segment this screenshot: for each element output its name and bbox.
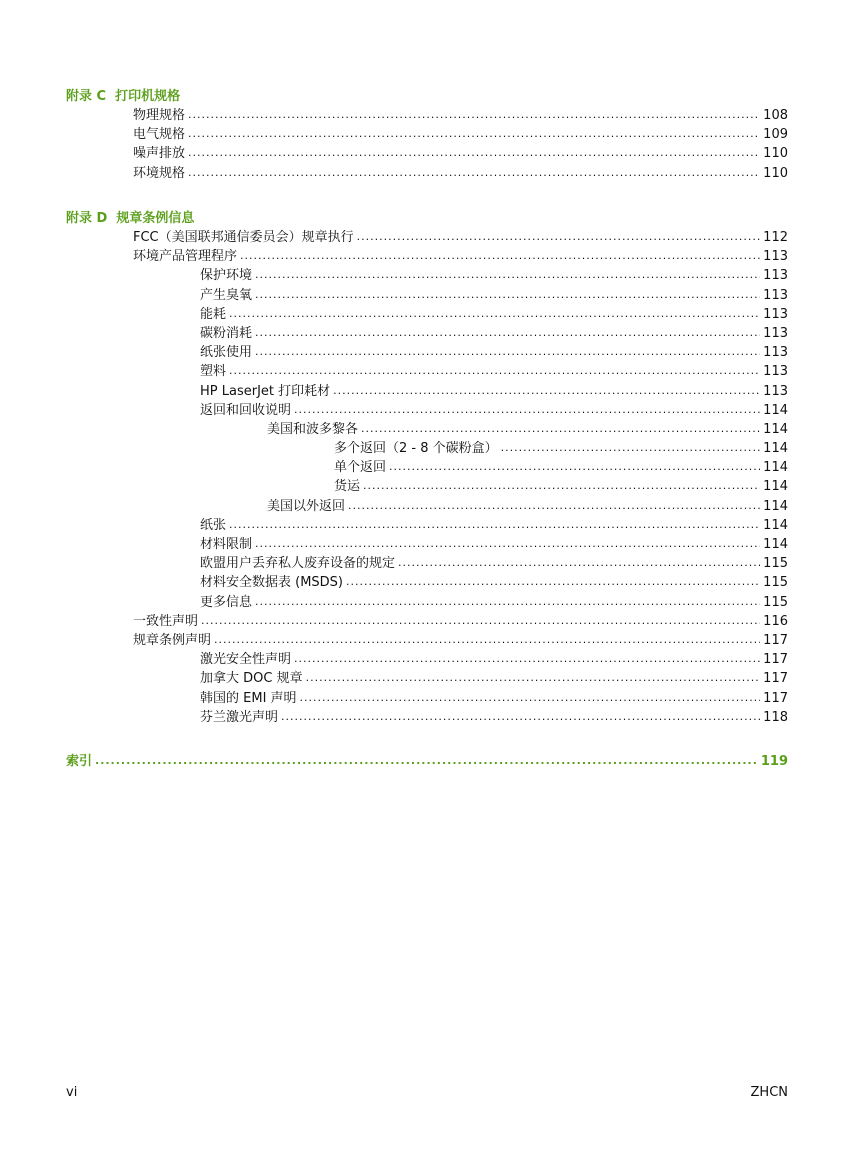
section-appendix-d xyxy=(66,209,788,727)
section-appendix-c xyxy=(66,87,788,183)
toc-entry-title: 韩国的 EMI 声明 xyxy=(200,690,297,706)
toc-entry-page: 109 xyxy=(763,127,788,143)
section-title: 打印机规格 xyxy=(115,89,181,104)
toc-entry-title: 多个返回（2 - 8 个碳粉盒） xyxy=(334,441,498,457)
toc-entry-page: 114 xyxy=(763,441,788,457)
toc-entry-page: 113 xyxy=(763,287,788,303)
toc-entry[interactable] xyxy=(66,497,788,516)
toc-entry-page: 113 xyxy=(763,249,788,265)
toc-entry-page: 110 xyxy=(763,146,788,162)
toc-entry-page: 114 xyxy=(763,517,788,533)
dot-leader xyxy=(348,497,760,515)
toc-entry[interactable] xyxy=(66,343,788,362)
dot-leader xyxy=(255,324,760,342)
toc-entry-page: 113 xyxy=(763,383,788,399)
toc-entry-title: 一致性声明 xyxy=(133,613,199,629)
dot-leader xyxy=(255,286,760,304)
toc-entry[interactable] xyxy=(66,554,788,573)
toc-entry-page: 117 xyxy=(763,690,788,706)
section-heading[interactable] xyxy=(66,209,788,228)
dot-leader xyxy=(255,343,760,361)
toc-entry[interactable] xyxy=(66,573,788,592)
toc-entry[interactable] xyxy=(66,669,788,688)
toc-entry-title: 货运 xyxy=(334,479,361,495)
toc-entry[interactable] xyxy=(66,612,788,631)
toc-entry-title: 返回和回收说明 xyxy=(200,402,292,418)
toc-entry[interactable] xyxy=(66,439,788,458)
dot-leader xyxy=(188,164,760,182)
toc-entry-page: 112 xyxy=(763,230,788,245)
toc-entry[interactable] xyxy=(66,631,788,650)
toc-entry-title: 产生臭氧 xyxy=(200,287,253,303)
toc-entry-page: 115 xyxy=(763,556,788,572)
dot-leader xyxy=(300,689,761,707)
toc-entry-title: 更多信息 xyxy=(200,594,253,610)
toc-entry[interactable] xyxy=(66,106,788,125)
toc-entry-title: 加拿大 DOC 规章 xyxy=(200,671,303,687)
toc-entry-page: 113 xyxy=(763,364,788,380)
toc-entry-title: 碳粉消耗 xyxy=(200,325,253,341)
toc-entry[interactable] xyxy=(66,382,788,401)
toc-entry[interactable] xyxy=(66,324,788,343)
index-title: 索引 xyxy=(66,754,93,769)
dot-leader xyxy=(255,593,760,611)
toc-entry-page: 114 xyxy=(763,498,788,514)
footer-page-number: vi xyxy=(66,1085,78,1100)
dot-leader xyxy=(214,631,760,649)
toc-entry-title: 芬兰激光声明 xyxy=(200,709,279,725)
toc-entry-title: 环境产品管理程序 xyxy=(133,249,238,265)
dot-leader xyxy=(361,420,760,438)
dot-leader xyxy=(229,305,760,323)
section-number: 附录 D xyxy=(66,211,108,226)
dot-leader xyxy=(188,144,760,162)
toc-entry-page: 108 xyxy=(763,108,788,123)
toc-entry-page: 118 xyxy=(763,709,788,725)
toc-entry-title: 材料安全数据表 (MSDS) xyxy=(200,575,344,591)
dot-leader xyxy=(501,439,761,457)
dot-leader xyxy=(357,228,761,246)
toc-entry[interactable] xyxy=(66,247,788,266)
toc-entry-page: 113 xyxy=(763,325,788,341)
toc-entry-page: 114 xyxy=(763,479,788,495)
toc-entry-page: 117 xyxy=(763,632,788,648)
toc-entry-title: 规章条例声明 xyxy=(133,632,212,648)
toc-entry-title: 噪声排放 xyxy=(133,146,186,162)
toc-entry-title: 电气规格 xyxy=(133,127,186,143)
toc-entry-title: 纸张 xyxy=(200,517,227,533)
toc-entry-title: 材料限制 xyxy=(200,537,253,552)
toc-entry[interactable] xyxy=(66,125,788,144)
toc-entry-title: 纸张使用 xyxy=(200,345,253,361)
dot-leader xyxy=(229,362,760,380)
toc-entry-title: 塑料 xyxy=(200,364,227,380)
toc-entry-title: 欧盟用户丢弃私人废弃设备的规定 xyxy=(200,556,396,572)
dot-leader xyxy=(294,650,760,668)
toc-entry[interactable] xyxy=(66,593,788,612)
toc-entry[interactable] xyxy=(66,305,788,324)
toc-entry-page: 114 xyxy=(763,402,788,418)
toc-entry[interactable] xyxy=(66,362,788,381)
dot-leader xyxy=(255,535,760,553)
dot-leader xyxy=(188,106,760,124)
toc-entry-page: 113 xyxy=(763,306,788,322)
section-number: 附录 C xyxy=(66,89,107,104)
toc-entry[interactable] xyxy=(66,477,788,496)
toc-entry-title: 物理规格 xyxy=(133,108,186,123)
toc-entry-page: 113 xyxy=(763,268,788,284)
dot-leader xyxy=(333,382,760,400)
dot-leader xyxy=(255,266,760,284)
toc-entry[interactable] xyxy=(66,458,788,477)
toc-entry-title: FCC（美国联邦通信委员会）规章执行 xyxy=(133,230,354,245)
dot-leader xyxy=(389,458,760,476)
dot-leader xyxy=(188,125,760,143)
toc-entry-page: 110 xyxy=(763,165,788,181)
toc-index-entry[interactable] xyxy=(66,752,788,771)
footer-locale: ZHCN xyxy=(750,1085,788,1100)
dot-leader xyxy=(240,247,760,265)
toc-entry-page: 114 xyxy=(763,421,788,437)
toc-entry-title: 能耗 xyxy=(200,306,227,322)
toc-entry-page: 117 xyxy=(763,652,788,668)
toc-entry[interactable] xyxy=(66,144,788,163)
toc-entry-page: 114 xyxy=(763,460,788,476)
toc-entry-title: 单个返回 xyxy=(334,460,387,476)
dot-leader xyxy=(95,752,758,770)
toc-entry[interactable] xyxy=(66,164,788,183)
dot-leader xyxy=(398,554,760,572)
index-page: 119 xyxy=(760,754,788,769)
toc-entry[interactable] xyxy=(66,650,788,669)
dot-leader xyxy=(294,401,760,419)
toc-entry[interactable] xyxy=(66,535,788,554)
toc-entry[interactable] xyxy=(66,228,788,247)
section-heading[interactable] xyxy=(66,87,788,106)
toc-entry-title: 保护环境 xyxy=(200,268,253,284)
toc-entry-page: 115 xyxy=(763,594,788,610)
toc-entry-page: 113 xyxy=(763,345,788,361)
toc-entry-title: 美国和波多黎各 xyxy=(267,421,359,437)
dot-leader xyxy=(346,573,760,591)
section-title: 规章条例信息 xyxy=(116,211,195,226)
dot-leader xyxy=(363,477,760,495)
toc-entry-title: 美国以外返回 xyxy=(267,498,346,514)
toc-entry-title: 环境规格 xyxy=(133,165,186,181)
toc-entry-page: 117 xyxy=(763,671,788,687)
toc-entry[interactable] xyxy=(66,420,788,439)
toc-entry-page: 115 xyxy=(763,575,788,591)
toc-entry-title: HP LaserJet 打印耗材 xyxy=(200,383,331,399)
toc-entry[interactable] xyxy=(66,689,788,708)
toc-entry[interactable] xyxy=(66,401,788,420)
dot-leader xyxy=(201,612,760,630)
dot-leader xyxy=(229,516,760,534)
toc-entry[interactable] xyxy=(66,286,788,305)
dot-leader xyxy=(306,669,761,687)
toc-entry[interactable] xyxy=(66,708,788,727)
toc-entry-page: 114 xyxy=(763,537,788,552)
toc-entry[interactable] xyxy=(66,516,788,535)
dot-leader xyxy=(281,708,760,726)
toc-entry-title: 激光安全性声明 xyxy=(200,652,292,668)
toc-entry-page: 116 xyxy=(763,613,788,629)
page-footer xyxy=(66,1084,788,1102)
toc-entry[interactable] xyxy=(66,266,788,285)
